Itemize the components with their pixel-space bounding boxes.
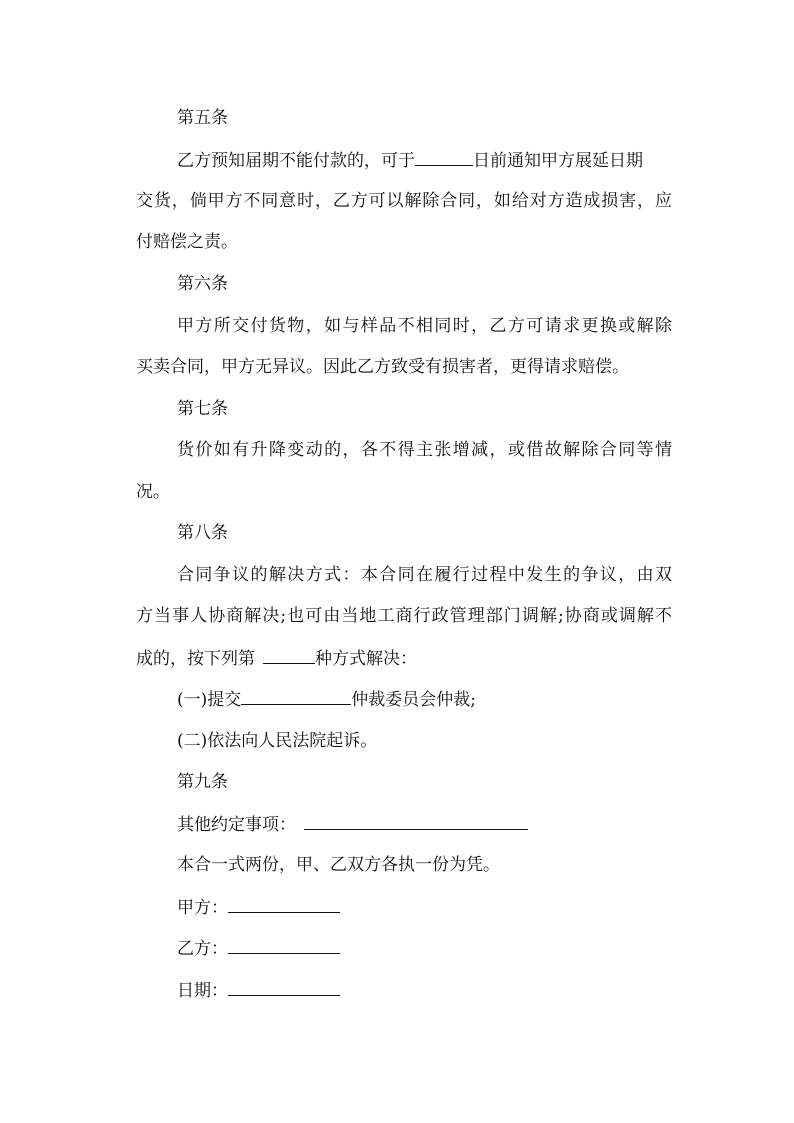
date-blank[interactable] — [228, 980, 340, 996]
article-8-line-2: 方当事人协商解决;也可由当地工商行政管理部门调解;协商或调解不 — [136, 606, 672, 626]
article-9-heading: 第九条 — [177, 772, 228, 792]
party-b-blank[interactable] — [228, 938, 340, 954]
arbitration-committee-blank[interactable] — [241, 689, 351, 705]
article-8-text-a: 成的，按下列第 — [136, 649, 255, 669]
article-7-line-1: 货价如有升降变动的，各不得主张增减，或借故解除合同等情 — [177, 440, 672, 460]
article-5-line-1 — [177, 150, 643, 171]
option-1 — [177, 689, 476, 710]
article-6-line-1: 甲方所交付货物，如与样品不相同时，乙方可请求更换或解除 — [177, 316, 672, 336]
date-line — [177, 980, 340, 1001]
notice-days-blank[interactable] — [415, 150, 473, 166]
option-2: (二)依法向人民法院起诉。 — [177, 731, 378, 751]
article-5-text-b: 日前通知甲方展延日期 — [473, 151, 643, 171]
option-1-text-b: 仲裁委员会仲裁; — [351, 690, 476, 710]
article-6-line-2: 买卖合同，甲方无异议。因此乙方致受有损害者，更得请求赔偿。 — [136, 357, 629, 377]
article-8-line-3 — [136, 648, 417, 669]
article-5-heading: 第五条 — [177, 108, 228, 128]
article-8-text-b: 种方式解决： — [315, 649, 417, 669]
party-b-label: 乙方： — [177, 939, 228, 959]
party-a-blank[interactable] — [228, 897, 340, 913]
other-matters-label: 其他约定事项： — [177, 815, 296, 835]
party-a-label: 甲方： — [177, 898, 228, 918]
method-number-blank[interactable] — [263, 648, 315, 664]
party-b-line — [177, 938, 340, 959]
article-6-heading: 第六条 — [177, 274, 228, 294]
party-a-line — [177, 897, 340, 918]
other-matters-blank[interactable] — [304, 814, 528, 830]
article-8-heading: 第八条 — [177, 523, 228, 543]
option-1-text-a: (一)提交 — [177, 690, 242, 710]
date-label: 日期： — [177, 981, 228, 1001]
copies-statement: 本合一式两份，甲、乙双方各执一份为凭。 — [177, 855, 500, 875]
other-matters-line — [177, 814, 528, 835]
article-7-line-2: 况。 — [136, 482, 170, 502]
article-7-heading: 第七条 — [177, 399, 228, 419]
article-8-line-1: 合同争议的解决方式：本合同在履行过程中发生的争议，由双 — [177, 565, 672, 585]
article-5-text-a: 乙方预知届期不能付款的，可于 — [177, 151, 415, 171]
article-5-line-3: 付赔偿之责。 — [136, 232, 238, 252]
article-5-line-2: 交货，倘甲方不同意时，乙方可以解除合同，如给对方造成损害，应 — [136, 191, 672, 211]
